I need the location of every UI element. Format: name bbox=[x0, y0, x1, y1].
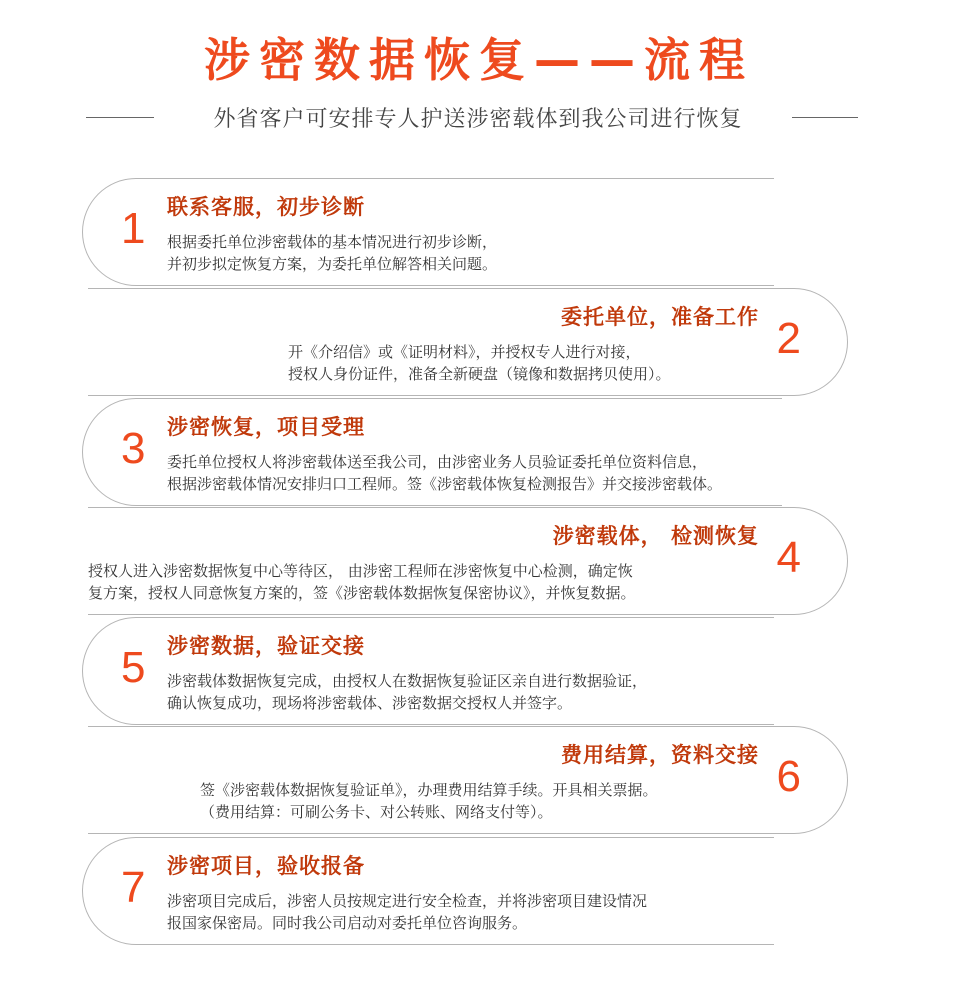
step-number: 7 bbox=[121, 863, 146, 912]
step-number: 3 bbox=[121, 424, 146, 473]
step-description bbox=[88, 560, 636, 604]
step-heading: 涉密数据，验证交接 bbox=[167, 634, 365, 658]
page-title: 涉密数据恢复——流程 bbox=[204, 33, 754, 87]
description-line: （费用结算：可刷公务卡、对公转账、网络支付等）。 bbox=[200, 803, 553, 821]
step-2-card bbox=[88, 288, 848, 396]
step-heading: 涉密项目，验收报备 bbox=[167, 854, 365, 878]
step-heading: 委托单位，准备工作 bbox=[561, 305, 759, 329]
step-6-card bbox=[88, 726, 848, 834]
step-description bbox=[167, 670, 647, 714]
step-heading: 联系客服，初步诊断 bbox=[167, 195, 365, 219]
step-description bbox=[167, 231, 497, 275]
step-5-card bbox=[82, 617, 774, 725]
step-4-card bbox=[88, 507, 848, 615]
description-line: 授权人进入涉密数据恢复中心等待区， 由涉密工程师在涉密恢复中心检测，确定恢 bbox=[88, 562, 633, 580]
step-description bbox=[167, 451, 722, 495]
description-line: 签《涉密载体数据恢复验证单》，办理费用结算手续。开具相关票据。 bbox=[200, 781, 658, 799]
description-line: 授权人身份证件，准备全新硬盘（镜像和数据拷贝使用）。 bbox=[288, 365, 671, 383]
step-heading: 涉密载体， 检测恢复 bbox=[552, 524, 759, 548]
description-line: 报国家保密局。同时我公司启动对委托单位咨询服务。 bbox=[167, 914, 528, 932]
step-description bbox=[167, 890, 647, 934]
step-number: 2 bbox=[776, 314, 801, 363]
description-line: 根据委托单位涉密载体的基本情况进行初步诊断， bbox=[167, 233, 498, 251]
description-line: 复方案，授权人同意恢复方案的，签《涉密载体数据恢复保密协议》，并恢复数据。 bbox=[88, 584, 636, 602]
description-line: 确认恢复成功，现场将涉密载体、涉密数据交授权人并签字。 bbox=[167, 694, 573, 712]
step-heading: 涉密恢复，项目受理 bbox=[167, 415, 365, 439]
step-7-card bbox=[82, 837, 774, 945]
subtitle-divider-left bbox=[86, 117, 154, 118]
step-description bbox=[200, 779, 658, 823]
subtitle: 外省客户可安排专人护送涉密载体到我公司进行恢复 bbox=[213, 107, 743, 132]
subtitle-row bbox=[0, 100, 958, 140]
description-line: 并初步拟定恢复方案，为委托单位解答相关问题。 bbox=[167, 255, 498, 273]
description-line: 开《介绍信》或《证明材料》，并授权专人进行对接， bbox=[288, 343, 641, 361]
step-number: 6 bbox=[776, 752, 801, 801]
description-line: 涉密载体数据恢复完成，由授权人在数据恢复验证区亲自进行数据验证， bbox=[167, 672, 648, 690]
step-number: 1 bbox=[121, 204, 146, 253]
subtitle-divider-right bbox=[792, 117, 858, 118]
step-number: 4 bbox=[776, 533, 801, 582]
step-3-card bbox=[82, 398, 782, 506]
description-line: 委托单位授权人将涉密载体送至我公司，由涉密业务人员验证委托单位资料信息， bbox=[167, 453, 708, 471]
step-description bbox=[288, 341, 671, 385]
step-number: 5 bbox=[121, 643, 146, 692]
step-heading: 费用结算，资料交接 bbox=[561, 743, 759, 767]
description-line: 涉密项目完成后，涉密人员按规定进行安全检查，并将涉密项目建设情况 bbox=[167, 892, 648, 910]
step-1-card bbox=[82, 178, 774, 286]
description-line: 根据涉密载体情况安排归口工程师。签《涉密载体恢复检测报告》并交接涉密载体。 bbox=[167, 475, 723, 493]
